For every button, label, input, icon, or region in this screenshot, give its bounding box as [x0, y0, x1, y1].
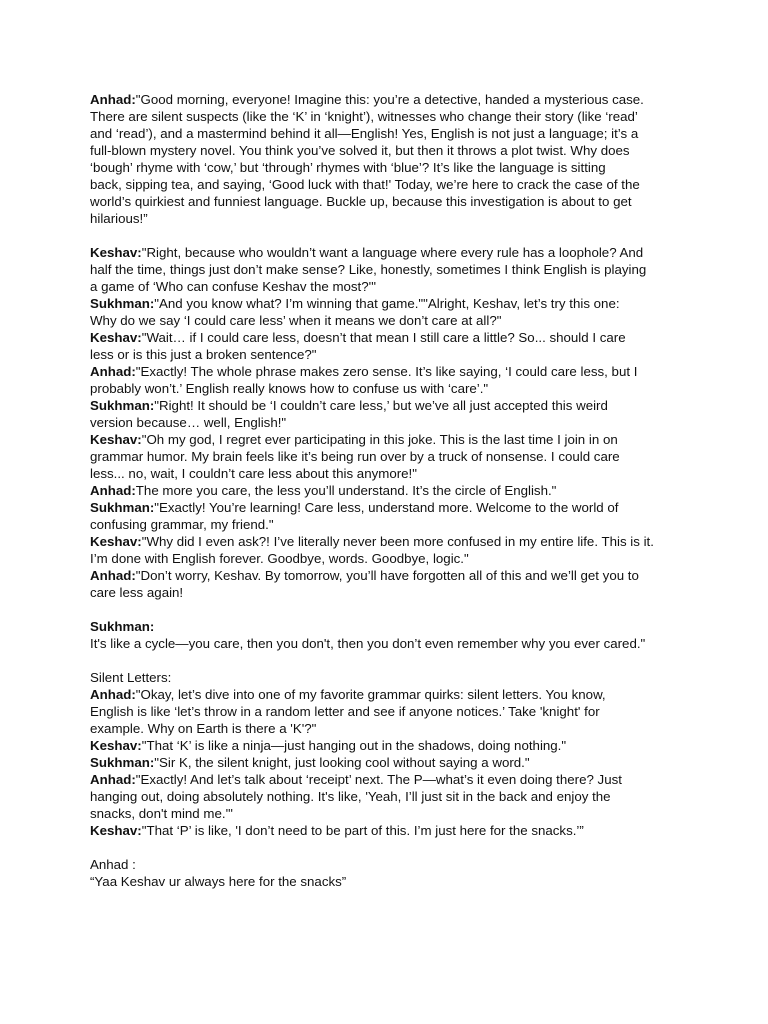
paragraph — [90, 669, 690, 839]
text-line — [90, 516, 690, 533]
text-line — [90, 737, 690, 754]
text-line — [90, 499, 690, 516]
dialogue-text: "Oh my god, I regret ever participating in this joke. This is the last time I join in on — [141, 432, 618, 447]
dialogue-text: full-blown mystery novel. You think you’ve solved it, but then it throws a plot twist. Why does — [90, 143, 630, 158]
speaker-label: Sukhman: — [90, 296, 155, 311]
dialogue-text: Silent Letters: — [90, 670, 172, 685]
paragraph-gap — [90, 839, 690, 856]
speaker-label: Sukhman: — [90, 619, 155, 634]
text-line — [90, 142, 690, 159]
speaker-label: Anhad: — [90, 687, 136, 702]
dialogue-text: "That ‘K’ is like a ninja—just hanging out in the shadows, doing nothing." — [141, 738, 567, 753]
paragraph-gap — [90, 601, 690, 618]
text-line — [90, 329, 690, 346]
text-line — [90, 295, 690, 312]
speaker-label: Keshav: — [90, 245, 142, 260]
text-line — [90, 448, 690, 465]
dialogue-text: "Good morning, everyone! Imagine this: you’re a detective, handed a mysterious case. — [135, 92, 644, 107]
dialogue-text: "That ‘P’ is like, 'I don’t need to be part of this. I’m just here for the snacks.’” — [141, 823, 584, 838]
text-line — [90, 244, 690, 261]
dialogue-text: hanging out, doing absolutely nothing. It's like, 'Yeah, I’ll just sit in the back and enjoy the — [90, 789, 611, 804]
dialogue-text: "Exactly! And let’s talk about ‘receipt’ next. The P—what’s it even doing there? Just — [135, 772, 622, 787]
dialogue-text: grammar humor. My brain feels like it’s being run over by a truck of nonsense. I could care — [90, 449, 620, 464]
speaker-label: Keshav: — [90, 534, 142, 549]
dialogue-text: The more you care, the less you’ll understand. It’s the circle of English." — [135, 483, 557, 498]
dialogue-text: "Exactly! You’re learning! Care less, understand more. Welcome to the world of — [154, 500, 619, 515]
text-line — [90, 754, 690, 771]
text-line — [90, 805, 690, 822]
dialogue-text: version because… well, English!" — [90, 415, 287, 430]
text-line — [90, 550, 690, 567]
dialogue-text: a game of ‘Who can confuse Keshav the most?'" — [90, 279, 376, 294]
text-line — [90, 618, 690, 635]
text-line — [90, 210, 690, 227]
dialogue-text: and ‘read’), and a mastermind behind it all—English! Yes, English is not just a language; it’s a — [90, 126, 639, 141]
paragraph — [90, 856, 690, 890]
text-line — [90, 686, 690, 703]
dialogue-text: "Okay, let’s dive into one of my favorite grammar quirks: silent letters. You know, — [135, 687, 606, 702]
text-line — [90, 414, 690, 431]
text-line — [90, 873, 690, 890]
dialogue-text: "Wait… if I could care less, doesn’t that mean I still care a little? So... should I care — [141, 330, 626, 345]
text-line — [90, 125, 690, 142]
dialogue-text: "Right! It should be ‘I couldn’t care less,’ but we’ve all just accepted this weird — [154, 398, 608, 413]
paragraph-gap — [90, 652, 690, 669]
text-line — [90, 363, 690, 380]
text-line — [90, 856, 690, 873]
text-line — [90, 108, 690, 125]
text-line — [90, 176, 690, 193]
dialogue-text: “Yaa Keshav ur always here for the snacks” — [90, 874, 347, 889]
dialogue-text: English is like ‘let’s throw in a random letter and see if anyone notices.’ Take 'knight' for — [90, 704, 600, 719]
dialogue-text: ‘bough’ rhyme with ‘cow,’ but ‘through’ rhymes with ‘blue’? It’s like the language is sitting — [90, 160, 606, 175]
speaker-label: Anhad: — [90, 483, 136, 498]
dialogue-text: less... no, wait, I couldn’t care less about this anymore!" — [90, 466, 417, 481]
paragraph — [90, 91, 690, 227]
dialogue-text: There are silent suspects (like the ‘K’ in ‘knight’), witnesses who change their story (like ‘read’ — [90, 109, 638, 124]
dialogue-text: snacks, don't mind me.'" — [90, 806, 233, 821]
text-line — [90, 261, 690, 278]
text-line — [90, 482, 690, 499]
paragraph — [90, 244, 690, 601]
speaker-label: Sukhman: — [90, 500, 155, 515]
dialogue-text: "Exactly! The whole phrase makes zero sense. It’s like saying, ‘I could care less, but I — [135, 364, 638, 379]
dialogue-text: example. Why on Earth is there a 'K'?" — [90, 721, 317, 736]
dialogue-text: "And you know what? I’m winning that game.""Alright, Keshav, let’s try this one: — [154, 296, 620, 311]
dialogue-text: hilarious!” — [90, 211, 148, 226]
dialogue-text: "Why did I even ask?! I’ve literally never been more confused in my entire life. This is it. — [141, 534, 654, 549]
speaker-label: Anhad: — [90, 92, 136, 107]
speaker-label: Anhad: — [90, 364, 136, 379]
dialogue-text: "Sir K, the silent knight, just looking cool without saying a word." — [154, 755, 530, 770]
text-line — [90, 346, 690, 363]
text-line — [90, 312, 690, 329]
text-line — [90, 380, 690, 397]
speaker-label: Keshav: — [90, 432, 142, 447]
speaker-label: Keshav: — [90, 738, 142, 753]
text-line — [90, 431, 690, 448]
text-line — [90, 822, 690, 839]
speaker-label: Keshav: — [90, 330, 142, 345]
dialogue-text: Why do we say ‘I could care less’ when it means we don’t care at all?" — [90, 313, 502, 328]
text-line — [90, 91, 690, 108]
dialogue-text: "Right, because who wouldn’t want a language where every rule has a loophole? And — [141, 245, 644, 260]
dialogue-text: It's like a cycle—you care, then you don't, then you don’t even remember why you ever cared." — [90, 636, 646, 651]
text-line — [90, 397, 690, 414]
text-line — [90, 703, 690, 720]
dialogue-text: care less again! — [90, 585, 184, 600]
text-line — [90, 788, 690, 805]
text-line — [90, 771, 690, 788]
dialogue-text: back, sipping tea, and saying, ‘Good luck with that!' Today, we’re here to crack the case of the — [90, 177, 640, 192]
dialogue-text: half the time, things just don’t make sense? Like, honestly, sometimes I think English is playing — [90, 262, 647, 277]
dialogue-text: "Don’t worry, Keshav. By tomorrow, you’ll have forgotten all of this and we’ll get you to — [135, 568, 639, 583]
text-line — [90, 278, 690, 295]
dialogue-text: world’s quirkiest and funniest language. Buckle up, because this investigation is about to get — [90, 194, 632, 209]
text-line — [90, 635, 690, 652]
text-line — [90, 584, 690, 601]
text-line — [90, 533, 690, 550]
text-line — [90, 159, 690, 176]
speaker-label: Sukhman: — [90, 755, 155, 770]
speaker-label: Keshav: — [90, 823, 142, 838]
text-line — [90, 720, 690, 737]
text-line — [90, 567, 690, 584]
text-line — [90, 193, 690, 210]
paragraph — [90, 618, 690, 652]
dialogue-text: less or is this just a broken sentence?" — [90, 347, 317, 362]
paragraph-gap — [90, 227, 690, 244]
text-line — [90, 669, 690, 686]
dialogue-text: confusing grammar, my friend." — [90, 517, 274, 532]
speaker-label: Sukhman: — [90, 398, 155, 413]
dialogue-text: I’m done with English forever. Goodbye, words. Goodbye, logic." — [90, 551, 469, 566]
document-page — [90, 91, 690, 890]
speaker-label: Anhad: — [90, 772, 136, 787]
dialogue-text: Anhad : — [90, 857, 136, 872]
text-line — [90, 465, 690, 482]
speaker-label: Anhad: — [90, 568, 136, 583]
dialogue-text: probably won’t.’ English really knows how to confuse us with ‘care’." — [90, 381, 489, 396]
